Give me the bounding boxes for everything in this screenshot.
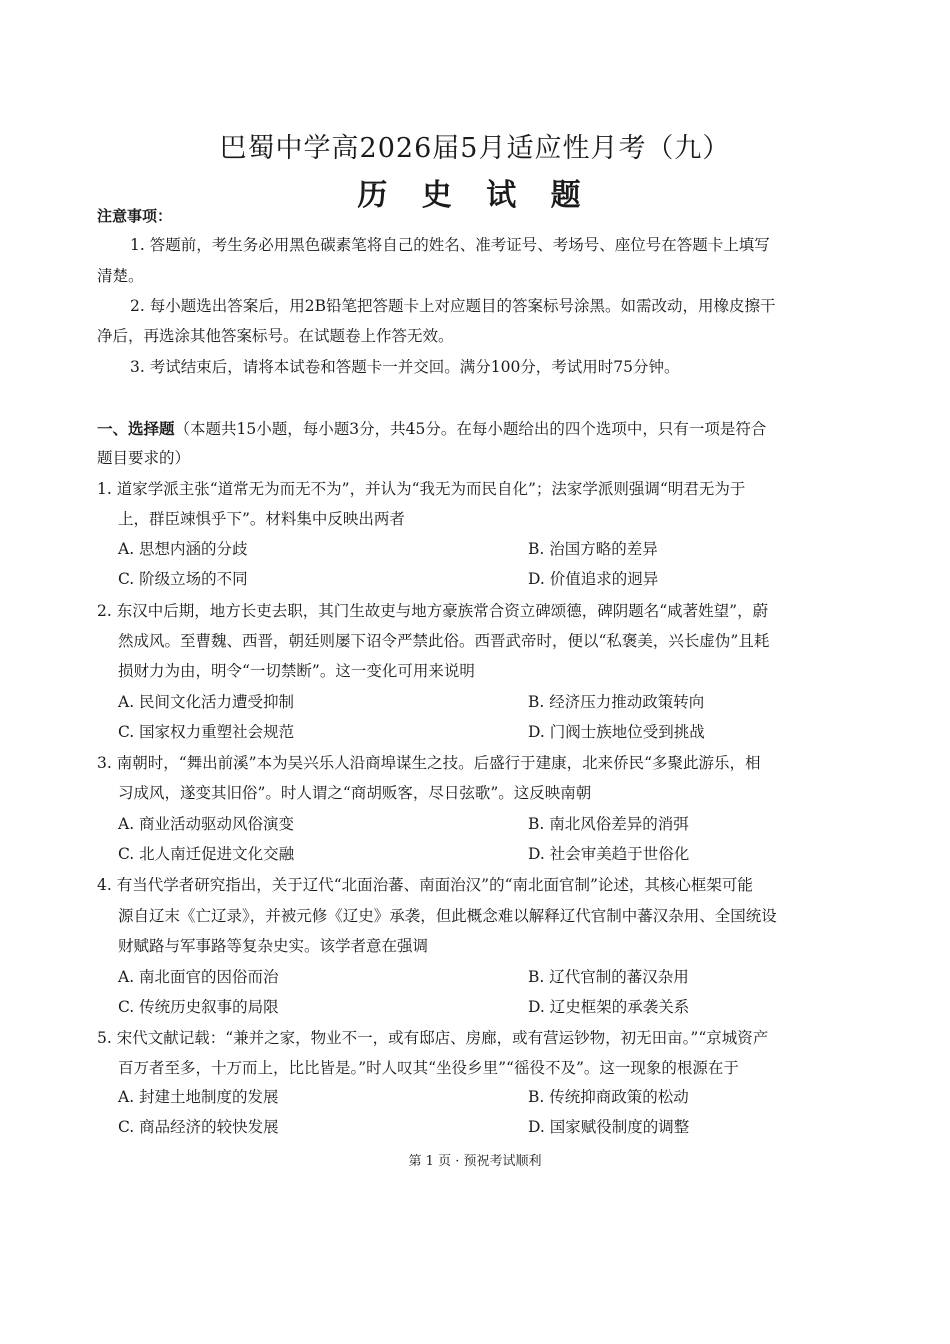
subject-title: 历 史 试 题	[357, 178, 593, 213]
question-3-option-c: C. 北人南迁促进文化交融	[118, 845, 295, 863]
page-footer: 第 1 页 · 预祝考试顺利	[408, 1154, 542, 1169]
question-4-option-a: A. 南北面官的因俗而治	[118, 968, 279, 986]
question-4-option-c: C. 传统历史叙事的局限	[118, 998, 279, 1016]
question-4-line-1: 4. 有当代学者研究指出，关于辽代“北面治蕃、南面治汉”的“南北面官制”论述，其核心框架可能	[97, 876, 753, 894]
question-1-option-a: A. 思想内涵的分歧	[118, 540, 248, 558]
notice-item-2-line-2: 净后，再选涂其他答案标号。在试题卷上作答无效。	[97, 327, 454, 345]
question-3-option-d: D. 社会审美趋于世俗化	[528, 845, 690, 863]
question-2-option-d: D. 门阀士族地位受到挑战	[528, 723, 705, 741]
section-description	[97, 418, 857, 440]
question-3-option-a: A. 商业活动驱动风俗演变	[118, 815, 295, 833]
exam-title: 巴蜀中学高2026届5月适应性月考（九）	[219, 133, 731, 164]
question-1-line-1: 1. 道家学派主张“道常无为而无不为”，并认为“我无为而民自化”；法家学派则强调“明君无为于	[97, 480, 746, 498]
question-3-option-b: B. 南北风俗差异的消弭	[528, 815, 689, 833]
question-4-line-2: 源自辽末《亡辽录》，并被元修《辽史》承袭，但此概念难以解释辽代官制中蕃汉杂用、全国统设	[118, 907, 777, 925]
question-2-line-1: 2. 东汉中后期，地方长吏去职，其门生故吏与地方豪族常合资立碑颂德，碑阴题名“咸著姓望”，蔚	[97, 602, 769, 620]
question-2-line-3: 损财力为由，明令“一切禁断”。这一变化可用来说明	[118, 662, 475, 680]
question-5-line-2: 百万者至多，十万而上，比比皆是。”时人叹其“坐役乡里”“徭役不及”。这一现象的根源在于	[118, 1059, 739, 1077]
question-5-option-a: A. 封建土地制度的发展	[118, 1088, 279, 1106]
notice-item-1-line-2: 清楚。	[97, 267, 144, 285]
question-4-option-b: B. 辽代官制的蕃汉杂用	[528, 968, 689, 986]
notice-heading: 注意事项：	[97, 207, 173, 225]
question-5-option-d: D. 国家赋役制度的调整	[528, 1118, 690, 1136]
section-desc-line-2: 题目要求的）	[97, 449, 191, 467]
question-4-line-3: 财赋路与军事路等复杂史实。该学者意在强调	[118, 937, 429, 955]
question-2-option-a: A. 民间文化活力遭受抑制	[118, 693, 295, 711]
notice-item-2-line-1: 2. 每小题选出答案后，用2B铅笔把答题卡上对应题目的答案标号涂黑。如需改动，用橡皮擦干	[130, 297, 776, 315]
question-5-option-b: B. 传统抑商政策的松动	[528, 1088, 689, 1106]
question-1-option-c: C. 阶级立场的不同	[118, 570, 248, 588]
question-5-option-c: C. 商品经济的较快发展	[118, 1118, 279, 1136]
question-2-option-b: B. 经济压力推动政策转向	[528, 693, 705, 711]
question-3-line-1: 3. 南朝时，“舞出前溪”本为吴兴乐人沿商埠谋生之技。后盛行于建康，北来侨民“多聚此游乐，相	[97, 754, 761, 772]
question-2-line-2: 然成风。至曹魏、西晋，朝廷则屡下诏令严禁此俗。西晋武帝时，便以“私褒美，兴长虚伪”且耗	[118, 632, 770, 650]
question-2-option-c: C. 国家权力重塑社会规范	[118, 723, 295, 741]
question-1-line-2: 上，群臣竦惧乎下”。材料集中反映出两者	[118, 510, 405, 528]
question-5-line-1: 5. 宋代文献记载：“兼并之家，物业不一，或有邸店、房廊，或有营运钞物，初无田亩。”“京城资产	[97, 1029, 769, 1047]
question-1-option-d: D. 价值追求的迥异	[528, 570, 659, 588]
section-heading: 一、选择题	[97, 419, 175, 438]
notice-item-1-line-1: 1. 答题前，考生务必用黑色碳素笔将自己的姓名、准考证号、考场号、座位号在答题卡上填写	[130, 236, 770, 254]
question-4-option-d: D. 辽史框架的承袭关系	[528, 998, 690, 1016]
section-desc-line-1: （本题共15小题，每小题3分，共45分。在每小题给出的四个选项中，只有一项是符合	[174, 420, 767, 438]
notice-item-3: 3. 考试结束后，请将本试卷和答题卡一并交回。满分100分，考试用时75分钟。	[130, 358, 680, 376]
question-1-option-b: B. 治国方略的差异	[528, 540, 658, 558]
question-3-line-2: 习成风，遂变其旧俗”。时人谓之“商胡贩客，尽日弦歌”。这反映南朝	[118, 784, 592, 802]
